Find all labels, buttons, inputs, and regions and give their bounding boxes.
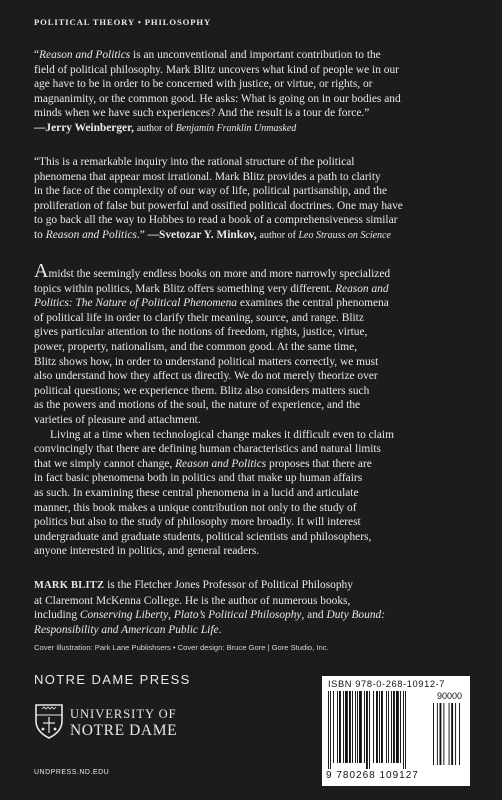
barcode-bars: [326, 691, 430, 769]
praise-1-line-1: “Reason and Politics is an unconventional and important contribution to the: [34, 49, 381, 61]
barcode-bar: [405, 691, 406, 769]
praise-2-role: author of Leo Strauss on Science: [259, 229, 391, 241]
price-code-bar: [449, 703, 450, 765]
description-p1-run: examines the central phenomena: [237, 297, 389, 310]
price-code-bar: [433, 703, 434, 765]
press-name: NOTRE DAME PRESS: [34, 672, 191, 687]
description-p1-run: Reason and: [335, 282, 389, 295]
description-p1-run: gives particular attention to the notions of freedom, rights, justice, virtue,: [34, 326, 368, 339]
barcode-bar: [373, 691, 374, 763]
description-p2-run: that we simply cannot change,: [34, 457, 176, 470]
bio-run: Duty Bound:: [326, 609, 386, 622]
press-url: UNDPRESS.ND.EDU: [34, 769, 110, 776]
praise-1-author: —Jerry Weinberger,: [34, 121, 134, 134]
description-p1-run: as the powers and motions of the soul, the nature of experience, and the: [34, 399, 361, 412]
barcode-bar: [366, 691, 368, 769]
cover-credits: Cover illustration: Park Lane Publishsers • Cover design: Bruce Gore | Gore Studio, Inc.: [34, 643, 329, 652]
barcode-bar: [391, 691, 392, 763]
barcode-bar: [403, 691, 404, 769]
description-paragraph-1: [34, 260, 470, 428]
description-p2-run: manner, this book makes a unique contribution not only to the study of: [34, 501, 357, 514]
barcode-bar: [339, 691, 341, 763]
description-p2-run: undergraduate and graduate students, political scientists and philosophers,: [34, 530, 372, 543]
price-code-bar: [440, 703, 442, 765]
description-p1-run: varieties of pleasure and attachment.: [34, 413, 201, 426]
praise-2-line-6: to Reason and Politics.”: [34, 228, 145, 241]
price-code-bar: [443, 703, 444, 765]
university-of-label: UNIVERSITY OF: [70, 707, 177, 721]
bio-run: Responsibility and American Public Life: [34, 623, 219, 636]
barcode-bar: [349, 691, 351, 763]
description-p1-run: Blitz shows how, in order to understand political matters correctly, we must: [34, 355, 379, 368]
praise-1-role: author of Benjamin Franklin Unmasked: [136, 122, 297, 134]
praise-1-line-5: minds when we have such experiences? And the result is a tour de force.”: [34, 107, 370, 120]
description-p2-run: as such. In examining these central phenomena in a lucid and articulate: [34, 486, 359, 499]
praise-1-title: Reason and Politics: [39, 49, 131, 61]
barcode-bar: [376, 691, 378, 763]
bio-run: , and: [301, 609, 327, 622]
bio-run: Plato’s Political Philosophy: [173, 609, 302, 622]
price-code-label: 90000: [436, 691, 462, 701]
university-shield-icon: [34, 703, 64, 739]
description-p1-run: Politics: The Nature of Political Phenomena: [34, 297, 237, 310]
barcode-bar: [357, 691, 358, 763]
praise-1-line-3: age have to be in order to be concerned with justice, or virtue, or rights, or: [34, 78, 373, 91]
bio-run: MARK BLITZ: [34, 580, 105, 591]
praise-2-line-2: phenomena that appear most irrational. Mark Blitz provides a path to clarity: [34, 170, 381, 183]
praise-2-line-5: to go back all the way to Hobbes to read a book of a comprehensiveness similar: [34, 214, 398, 227]
bio-run: including: [34, 609, 80, 622]
barcode-bar: [386, 691, 387, 763]
author-bio: [34, 578, 470, 637]
barcode-bar: [388, 691, 389, 763]
barcode-bar: [343, 691, 344, 763]
barcode-bar: [396, 691, 399, 763]
praise-2-line-1: “This is a remarkable inquiry into the rational structure of the political: [34, 156, 355, 168]
barcode-bar: [400, 691, 401, 763]
description-p2-run: politics but also to the study of philosophy more broadly. It will interest: [34, 516, 361, 529]
description-p1-run: A: [34, 260, 49, 282]
barcode-bar: [393, 691, 395, 763]
description-p2-run: proposes that there are: [266, 457, 372, 470]
bio-run: Conserving Liberty: [79, 609, 169, 622]
praise-quote-2: [34, 155, 470, 244]
bio-run: is the Fletcher Jones Professor of Political Philosophy: [104, 579, 353, 591]
barcode-bar: [345, 691, 348, 763]
praise-2-line-4: proliferation of false but powerful and ossified political doctrines. One may have: [34, 199, 403, 212]
isbn-label: ISBN 978-0-268-10912-7: [328, 679, 446, 689]
description-p1-run: power, property, nationalism, and the common good. At the same time,: [34, 340, 358, 353]
description-p1-run: also understand how they affect us directly. We do not merely theorize over: [34, 370, 378, 383]
praise-2-line-3: in the face of the complexity of our way of life, political partisanship, and the: [34, 185, 387, 198]
description-p2-run: Reason and Politics: [175, 457, 267, 470]
price-code-bar: [451, 703, 453, 765]
barcode-bar: [352, 691, 353, 763]
praise-1-line-4: magnanimity, or the common good. He asks: What is going on in our bodies and: [34, 92, 401, 105]
description-p2-run: in fact basic phenomena both in politics and that make up human affairs: [34, 472, 363, 485]
praise-2-author: —Svetozar Y. Minkov,: [147, 228, 257, 241]
university-logo: [34, 703, 214, 749]
description-p1-run: topics within politics, Mark Blitz offers something very different.: [34, 282, 336, 295]
description-p2-run: anyone interested in politics, and general readers.: [34, 545, 260, 558]
barcode-bar: [355, 691, 356, 763]
price-code-bar: [437, 703, 438, 765]
praise-quote-1: [34, 48, 470, 137]
description-p2-run: convincingly that there are defining human characteristics and natural limits: [34, 443, 381, 456]
university-name-label: NOTRE DAME: [70, 722, 178, 739]
praise-1-line-2: field of political philosophy. Mark Blitz uncovers what kind of people we in our: [34, 63, 399, 76]
description-p1-run: of political life in order to clarify their meaning, source, and range. Blitz: [34, 311, 364, 324]
barcode-bar: [369, 691, 370, 769]
price-code-bars: [432, 703, 466, 769]
price-code-bar: [455, 703, 456, 765]
barcode-bar: [328, 691, 329, 769]
category-label: POLITICAL THEORY • PHILOSOPHY: [34, 17, 212, 27]
barcode-bar: [333, 691, 334, 763]
book-description: [34, 260, 470, 559]
description-p1-run: midst the seemingly endless books on more and more narrowly specialized: [48, 268, 391, 280]
ean-digits: 9 780268 109127: [326, 770, 419, 781]
author-bio-text: [34, 578, 470, 637]
description-p2-run: Living at a time when technological change makes it difficult even to claim: [50, 428, 394, 441]
barcode-bar: [364, 691, 365, 763]
barcode-bar: [337, 691, 338, 763]
barcode-bar: [381, 691, 383, 763]
price-code-bar: [459, 703, 460, 765]
description-paragraph-2: [34, 428, 470, 559]
barcode-bar: [330, 691, 331, 769]
bio-run: at Claremont McKenna College. He is the author of numerous books,: [34, 594, 351, 607]
isbn-barcode: [322, 676, 470, 786]
bio-run: ,: [168, 609, 174, 622]
praise-1-text: [34, 48, 470, 137]
bio-run: .: [218, 623, 222, 636]
description-p1-run: political questions; we experience them. Blitz also considers matters such: [34, 384, 370, 397]
barcode-bar: [359, 691, 362, 763]
barcode-bar: [379, 691, 380, 763]
